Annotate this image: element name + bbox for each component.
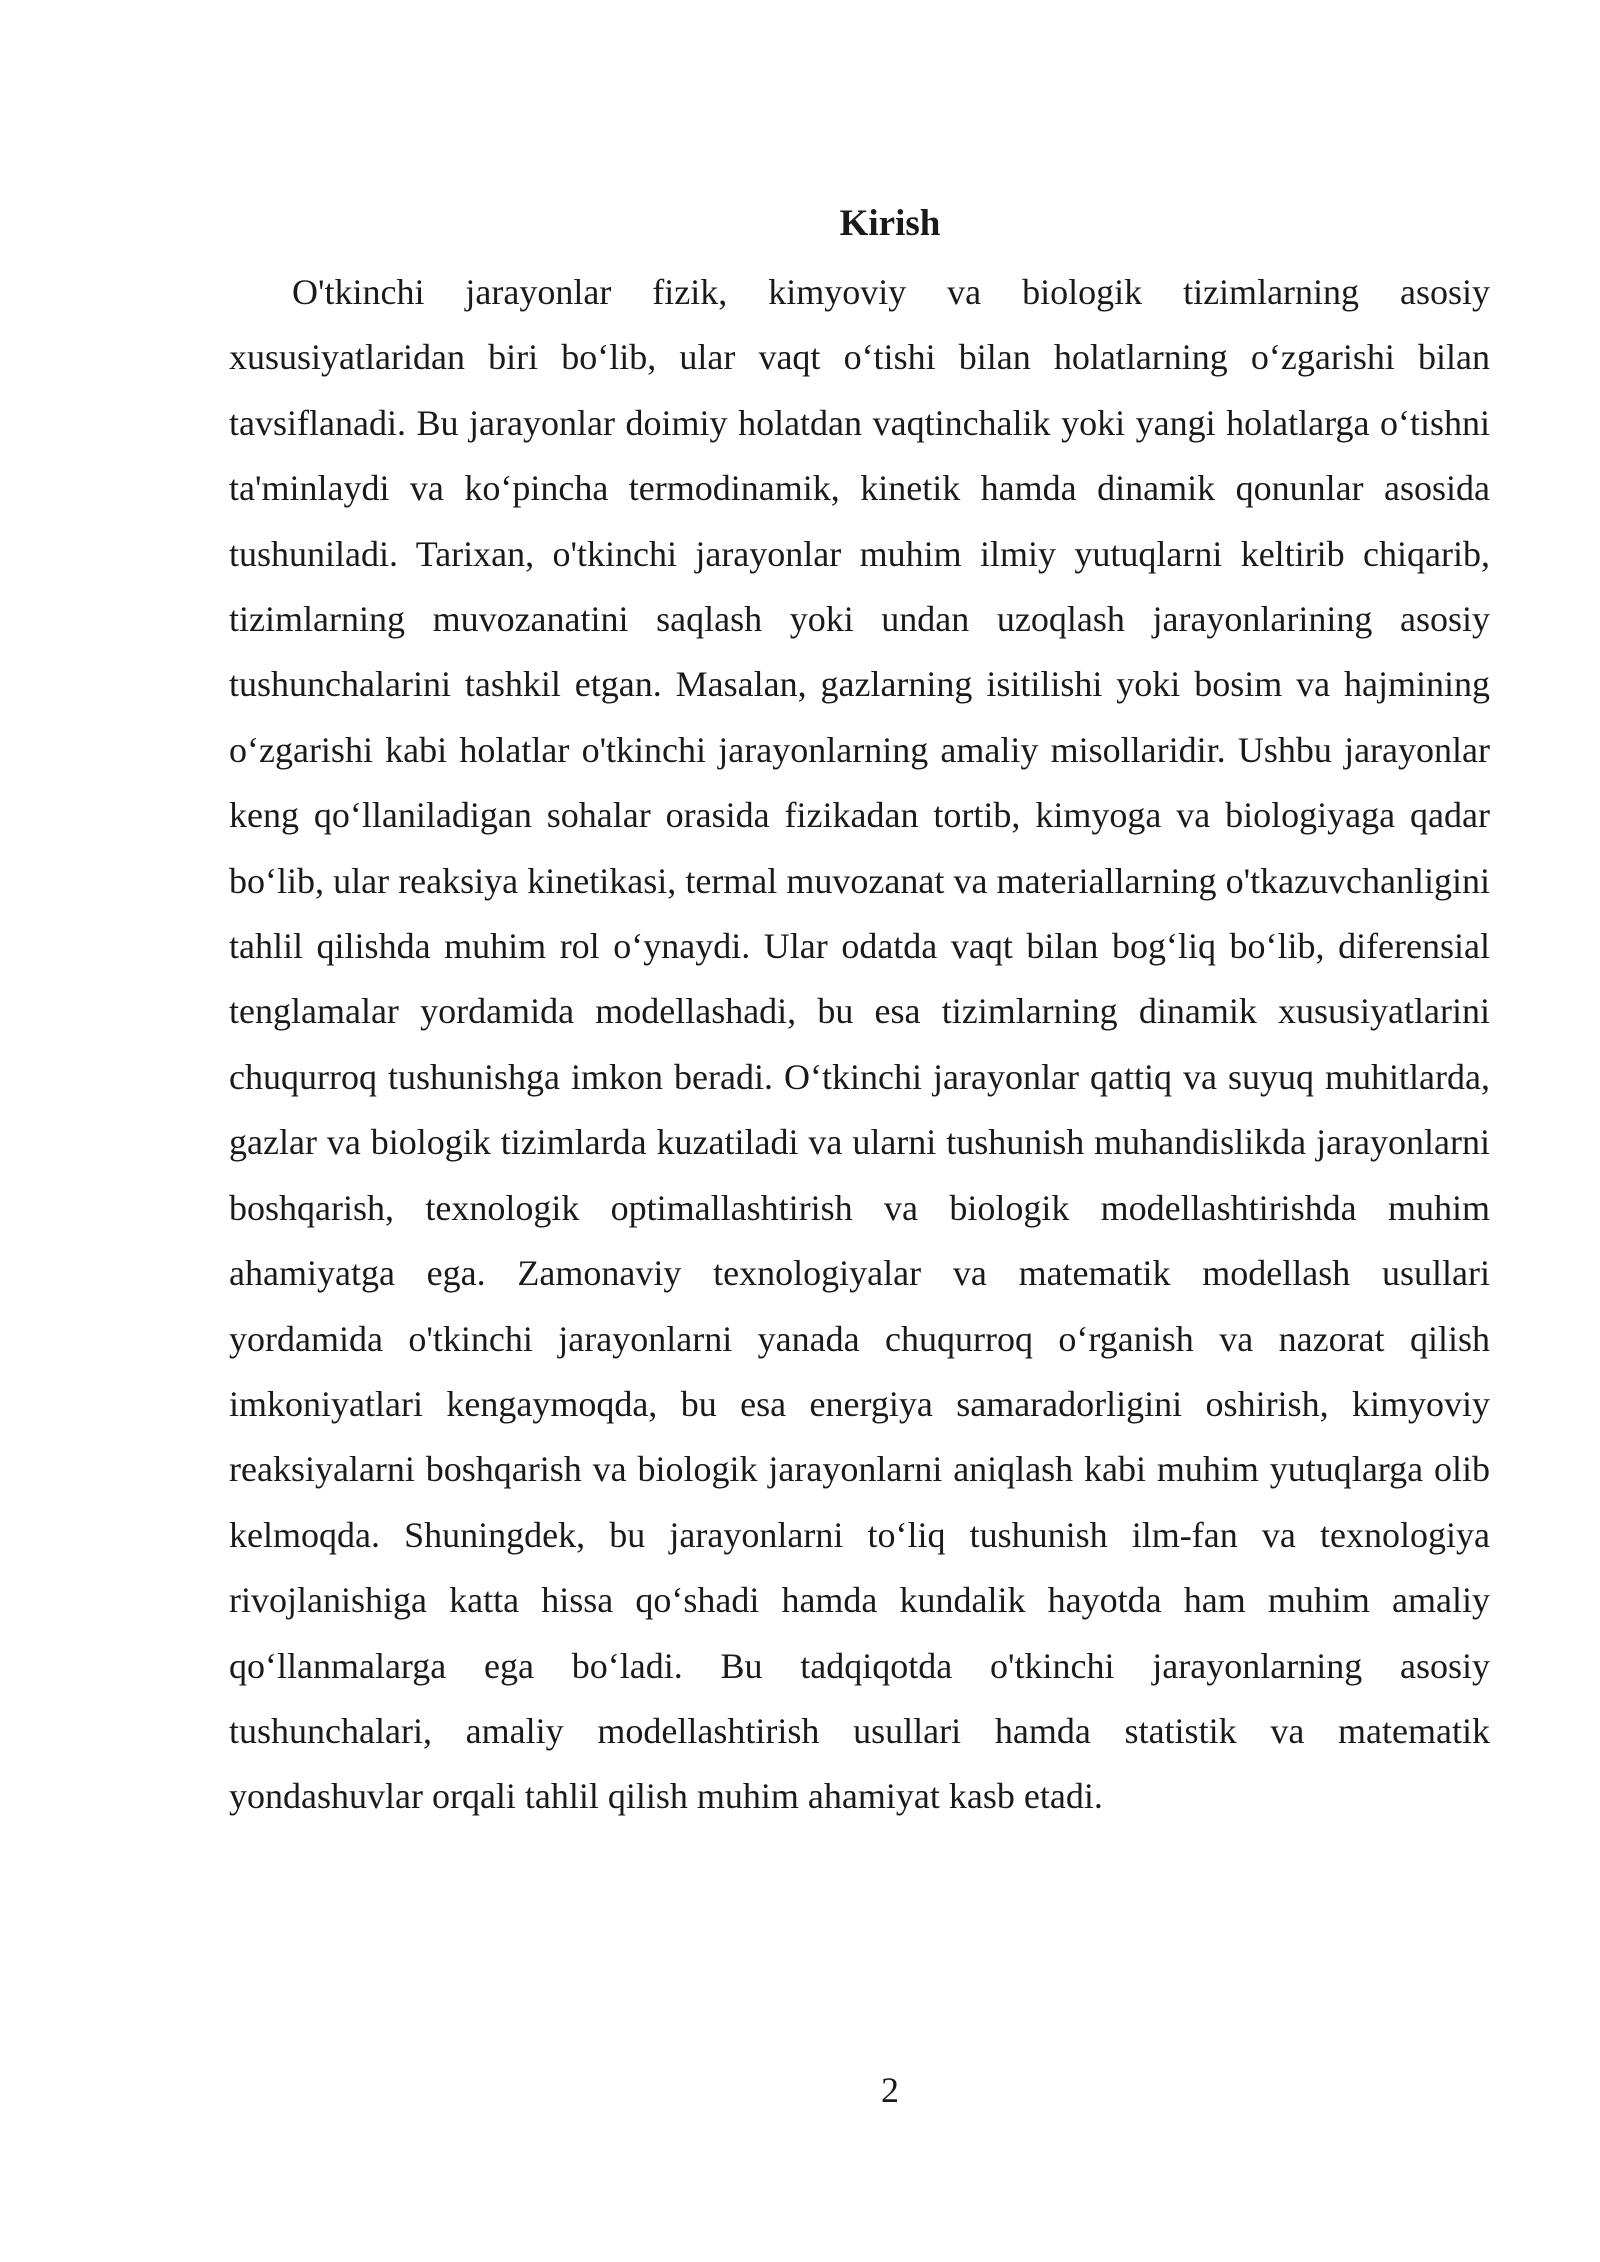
page-number: 2 [881,2070,899,2110]
body-paragraph: O'tkinchi jarayonlar fizik, kimyoviy va biologik tizimlarning asosiy xususiyatlaridan biri bo‘lib, ular vaqt o‘tishi bilan holatlarning o‘zgarishi bilan tavsiflanadi. Bu jarayonlar doimiy holatdan vaqtinchalik yoki yangi holatlarga o‘tishni ta'minlaydi va ko‘pincha termodinamik, kinetik hamda dinamik qonunlar asosida tushuniladi. Tarixan, o'tkinchi jarayonlar muhim ilmiy yutuqlarni keltirib chiqarib, tizimlarning muvozanatini saqlash yoki undan uzoqlash jarayonlarining asosiy tushunchalarini tashkil etgan. Masalan, gazlarning isitilishi yoki bosim va hajmining o‘zgarishi kabi holatlar o'tkinchi jarayonlarning amaliy misollaridir. Ushbu jarayonlar keng qo‘llaniladigan sohalar orasida fizikadan tortib, kimyoga va biologiyaga qadar bo‘lib, ular reaksiya kinetikasi, termal muvozanat va materiallarning o'tkazuvchanligini tahlil qilishda muhim rol o‘ynaydi. Ular odatda vaqt bilan bog‘liq bo‘lib, diferensial tenglamalar yordamida modellashadi, bu esa tizimlarning dinamik xususiyatlarini chuqurroq tushunishga imkon beradi. O‘tkinchi jarayonlar qattiq va suyuq muhitlarda, gazlar va biologik tizimlarda kuzatiladi va ularni tushunish muhandislikda jarayonlarni boshqarish, texnologik optimallashtirish va biologik modellashtirishda muhim ahamiyatga ega. Zamonaviy texnologiyalar va matematik modellash usullari yordamida o'tkinchi jarayonlarni yanada chuqurroq o‘rganish va nazorat qilish imkoniyatlari kengaymoqda, bu esa energiya samaradorligini oshirish, kimyoviy reaksiyalarni boshqarish va biologik jarayonlarni aniqlash kabi muhim yutuqlarga olib kelmoqda. Shuningdek, bu jarayonlarni to‘liq tushunish ilm-fan va texnologiya rivojlanishiga katta hissa qo‘shadi hamda kundalik hayotda ham muhim amaliy qo‘llanmalarga ega bo‘ladi. Bu tadqiqotda o'tkinchi jarayonlarning asosiy tushunchalari, amaliy modellashtirish usullari hamda statistik va matematik yondashuvlar orqali tahlil qilish muhim ahamiyat kasb etadi. [229,272,1490,1817]
section-heading: Kirish [839,203,941,244]
